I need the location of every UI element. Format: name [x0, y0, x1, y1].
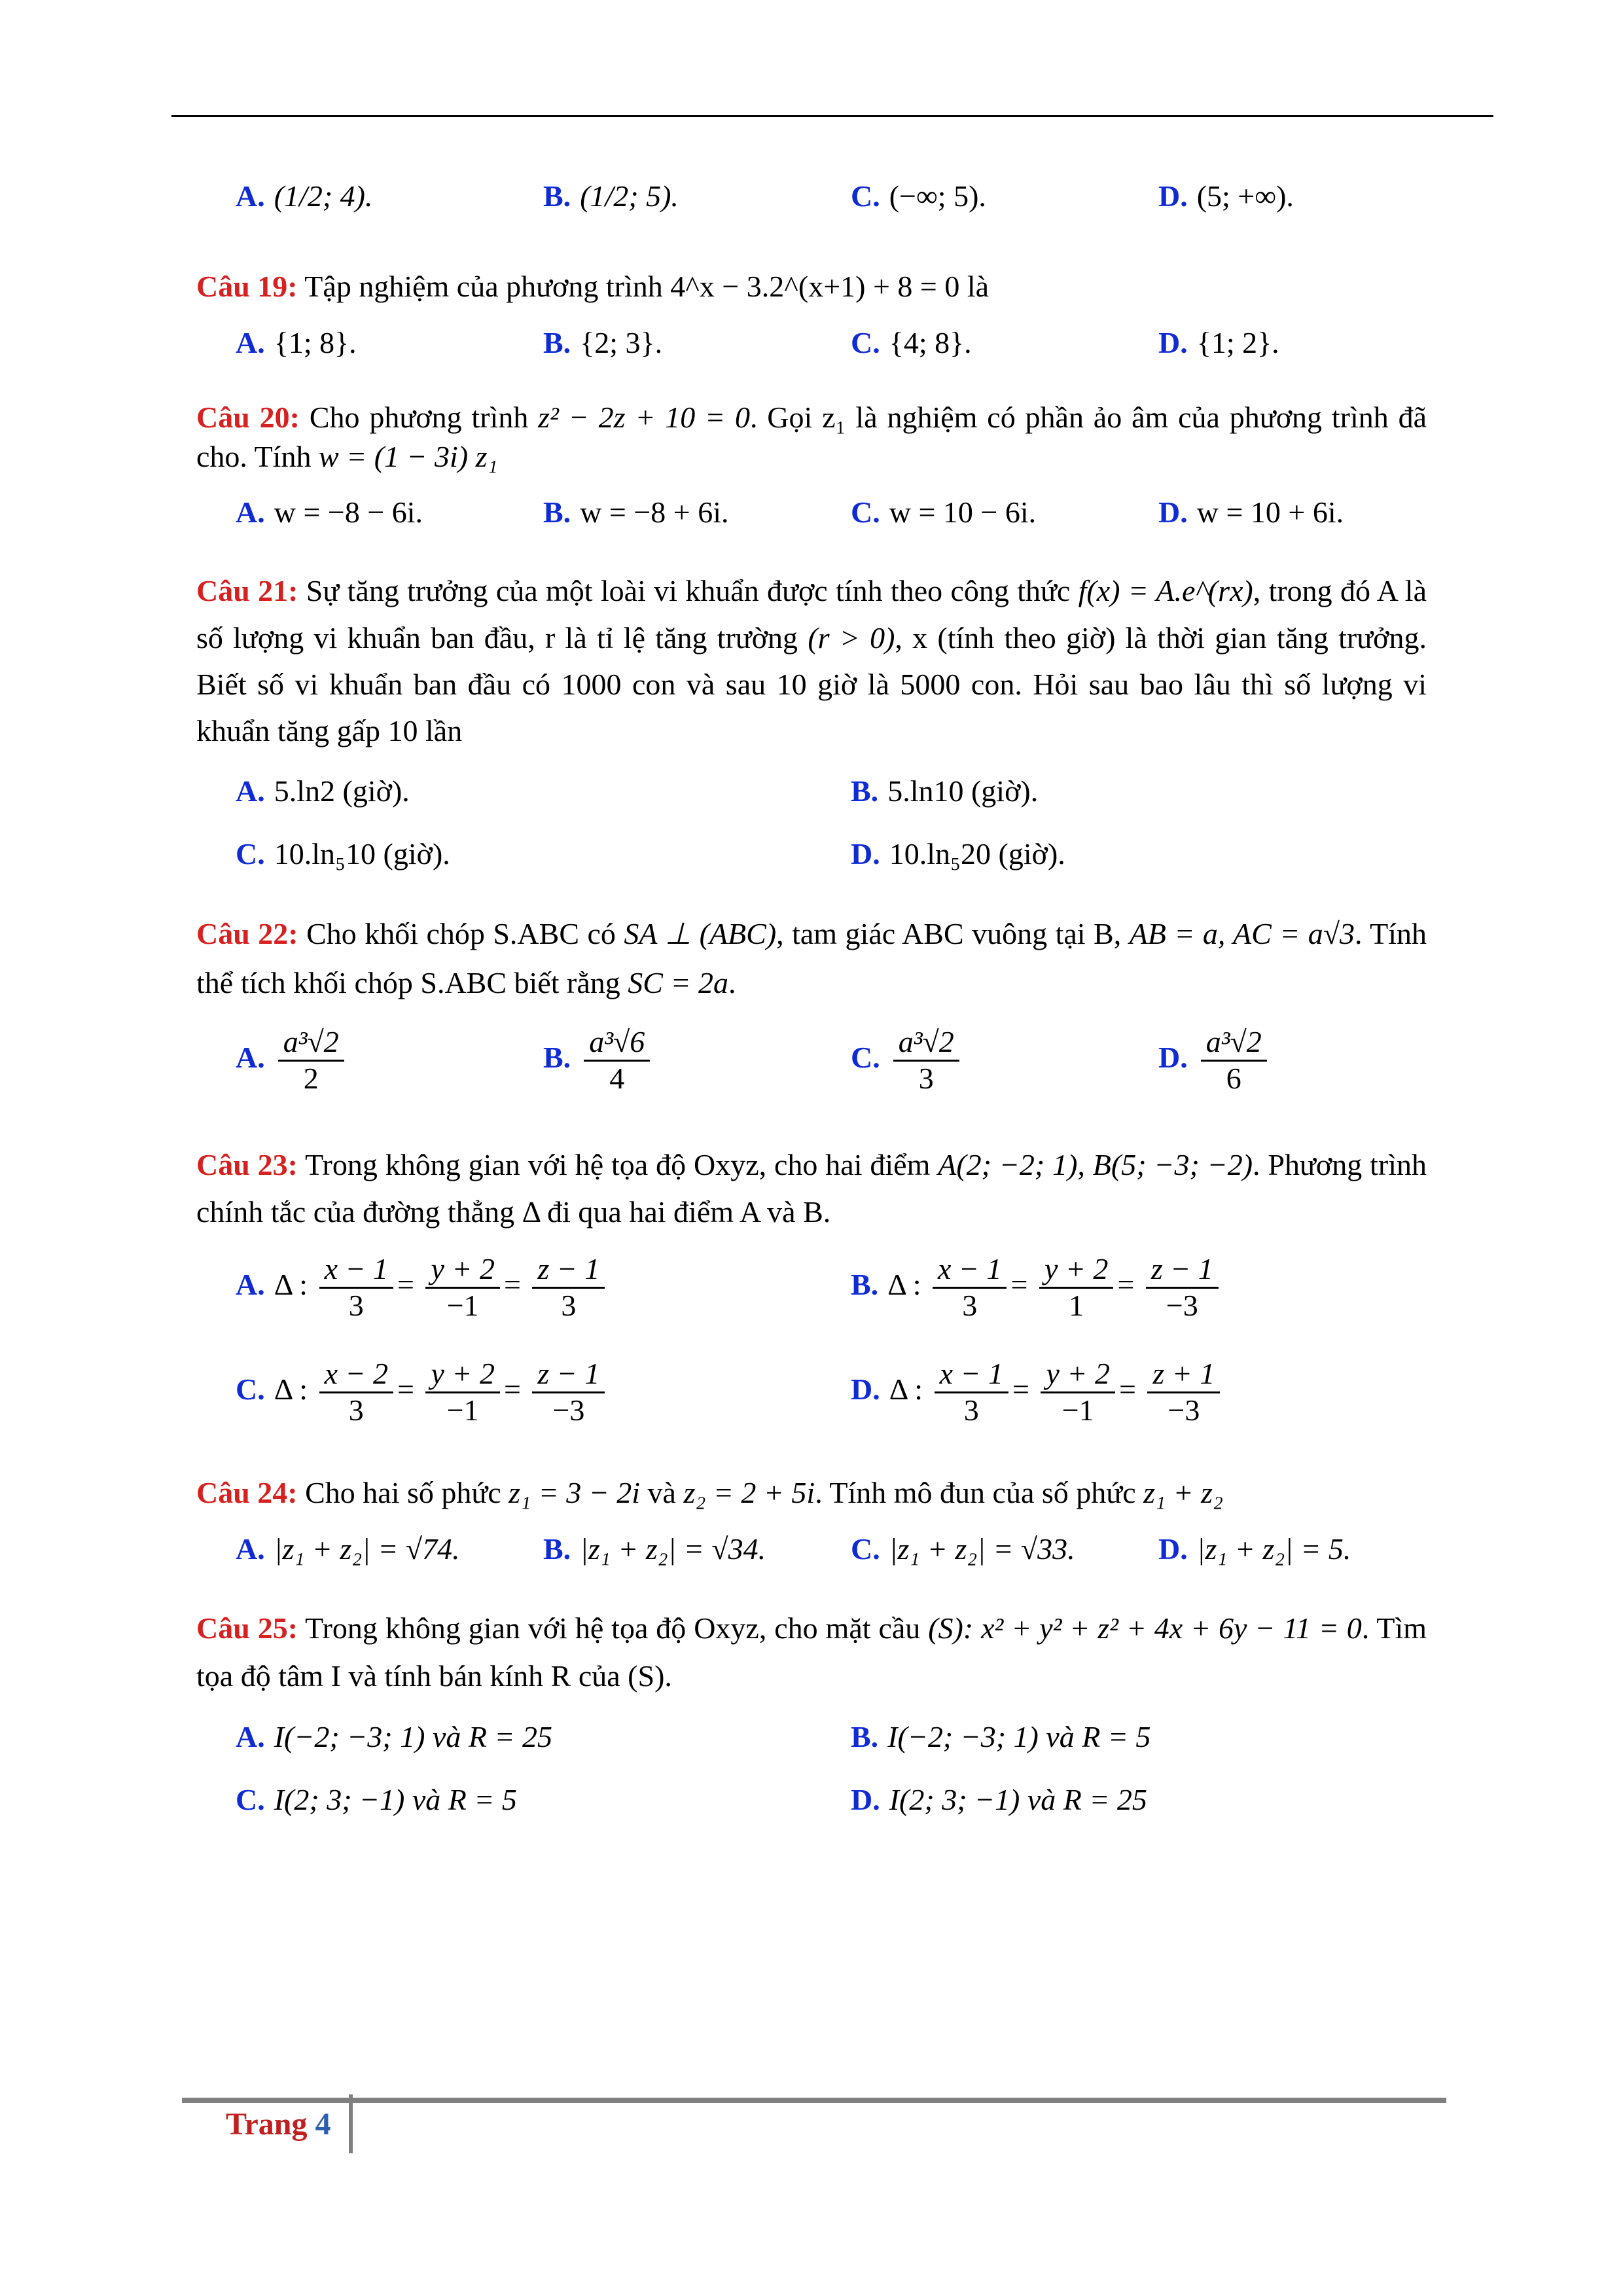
- q20-option-d[interactable]: D. w = 10 + 6i.: [1158, 495, 1344, 529]
- q23-option-a[interactable]: A. Δ : $\frac{x - 1}{3}$ = $\frac{y + 2}{-1}$ = $\frac{z - 1}{3}$: [236, 1252, 609, 1323]
- q18-option-c[interactable]: C. (−∞; 5).: [851, 179, 986, 213]
- q19-options: [196, 323, 1427, 386]
- q23-options-row1: [196, 1252, 1427, 1357]
- q22-option-c[interactable]: C. $\frac{\text{a³√2}}{3}$: [851, 1025, 963, 1096]
- q21-text: Câu 21: Sự tăng trưởng của một loài vi khuẩn được tính theo công thức f(x) = A.e^(rx), trong đó A là số lượng vi khuẩn ban đầu, r là tỉ lệ tăng trường (r > 0), x (tính theo giờ) là thời gian tăng trưởng. Biết số vi khuẩn ban đầu có 1000 con và sau 10 giờ là 5000 con. Hỏi sau bao lâu thì số lượng vi khuẩn tăng gấp 10 lần: [196, 574, 1427, 748]
- page-number: 4: [315, 2107, 331, 2142]
- q20-option-a[interactable]: A. w = −8 − 6i.: [236, 495, 423, 529]
- q18-options: [196, 177, 1427, 255]
- footer-divider: [349, 2094, 353, 2153]
- q25-option-b[interactable]: B. I(−2; −3; 1) và R = 5: [851, 1719, 1151, 1753]
- q25-option-d[interactable]: D. I(2; 3; −1) và R = 25: [851, 1782, 1147, 1816]
- q22-option-b[interactable]: B. $\frac{\text{a³√6}}{4}$: [543, 1025, 654, 1096]
- q20-option-b[interactable]: B. w = −8 + 6i.: [543, 495, 729, 529]
- q19-option-b[interactable]: B. {2; 3}.: [543, 325, 663, 359]
- page-footer: [226, 2106, 330, 2142]
- q21-options-row2: [196, 834, 1427, 897]
- q21-option-a[interactable]: A. 5.ln2 (giờ).: [236, 774, 410, 808]
- q23-text: Câu 23: Trong không gian với hệ tọa độ Oxyz, cho hai điểm A(2; −2; 1), B(5; −3; −2). Phương trình chính tắc của đường thẳng Δ đi qua hai điểm A và B.: [196, 1148, 1427, 1229]
- q22-options: [196, 1025, 1427, 1130]
- q22-text: Câu 22: Cho khối chóp S.ABC có SA ⊥ (ABC), tam giác ABC vuông tại B, AB = a, AC = a√3. Tính thể tích khối chóp S.ABC biết rằng SC = 2a.: [196, 916, 1427, 1000]
- q25-option-c[interactable]: C. I(2; 3; −1) và R = 5: [236, 1782, 517, 1816]
- q20-options: [196, 493, 1427, 556]
- q25-options-row1: [196, 1717, 1427, 1780]
- q22-option-a[interactable]: A. $\frac{\text{a³√2}}{2}$: [236, 1025, 348, 1096]
- q24-option-d[interactable]: D. |z₁ + z₂| = 5.: [1158, 1532, 1351, 1566]
- q19-option-c[interactable]: C. {4; 8}.: [851, 325, 972, 359]
- footer-rule: [182, 2098, 1446, 2103]
- q21-options-row1: [196, 772, 1427, 834]
- q21-option-c[interactable]: C. 10.ln₅10 (giờ).: [236, 836, 450, 870]
- q23-options-row2: [196, 1357, 1427, 1462]
- q24-option-b[interactable]: B. |z₁ + z₂| = √34.: [543, 1532, 766, 1566]
- q20-text: Câu 20: Cho phương trình z² − 2z + 10 = 0. Gọi z₁ là nghiệm có phần ảo âm của phương trình đã cho. Tính w = (1 − 3i) z₁: [196, 400, 1427, 473]
- q25-text: Câu 25: Trong không gian với hệ tọa độ Oxyz, cho mặt cầu (S): x² + y² + z² + 4x + 6y − 11 = 0. Tìm tọa độ tâm I và tính bán kính R của (S).: [196, 1611, 1427, 1693]
- q20-option-c[interactable]: C. w = 10 − 6i.: [851, 495, 1037, 529]
- q23-option-d[interactable]: D. Δ : $\frac{x - 1}{3}$ = $\frac{y + 2}{-1}$ = $\frac{z + 1}{-3}$: [851, 1357, 1224, 1428]
- q25-option-a[interactable]: A. I(−2; −3; 1) và R = 25: [236, 1719, 552, 1753]
- q24-options: [196, 1530, 1427, 1592]
- q19-text: Câu 19: Tập nghiệm của phương trình 4^x − 3.2^(x+1) + 8 = 0 là: [196, 270, 990, 303]
- header-rule: [171, 115, 1493, 117]
- q19-option-a[interactable]: A. {1; 8}.: [236, 325, 357, 359]
- q21-option-b[interactable]: B. 5.ln10 (giờ).: [851, 774, 1039, 808]
- q19-option-d[interactable]: D. {1; 2}.: [1158, 325, 1279, 359]
- q21-option-d[interactable]: D. 10.ln₅20 (giờ).: [851, 836, 1065, 870]
- q22-option-d[interactable]: D. $\frac{\text{a³√2}}{6}$: [1158, 1025, 1271, 1096]
- q18-option-d[interactable]: D. (5; +∞).: [1158, 179, 1294, 213]
- q25-options-row2: [196, 1780, 1427, 1843]
- page-content: [196, 177, 1427, 1843]
- q24-text: Câu 24: Cho hai số phức z₁ = 3 − 2i và z₂ = 2 + 5i. Tính mô đun của số phức z₁ + z₂: [196, 1475, 1223, 1509]
- q23-option-c[interactable]: C. Δ : $\frac{x - 2}{3}$ = $\frac{y + 2}{-1}$ = $\frac{z - 1}{-3}$: [236, 1357, 609, 1428]
- q24-option-a[interactable]: A. |z₁ + z₂| = √74.: [236, 1532, 460, 1566]
- q18-option-a[interactable]: A. (1/2; 4).: [236, 179, 373, 213]
- q18-option-b[interactable]: B. (1/2; 5).: [543, 179, 679, 213]
- footer-label: Trang: [226, 2107, 308, 2142]
- q24-option-c[interactable]: C. |z₁ + z₂| = √33.: [851, 1532, 1075, 1566]
- q23-option-b[interactable]: B. Δ : $\frac{x - 1}{3}$ = $\frac{y + 2}{1}$ = $\frac{z - 1}{-3}$: [851, 1252, 1222, 1323]
